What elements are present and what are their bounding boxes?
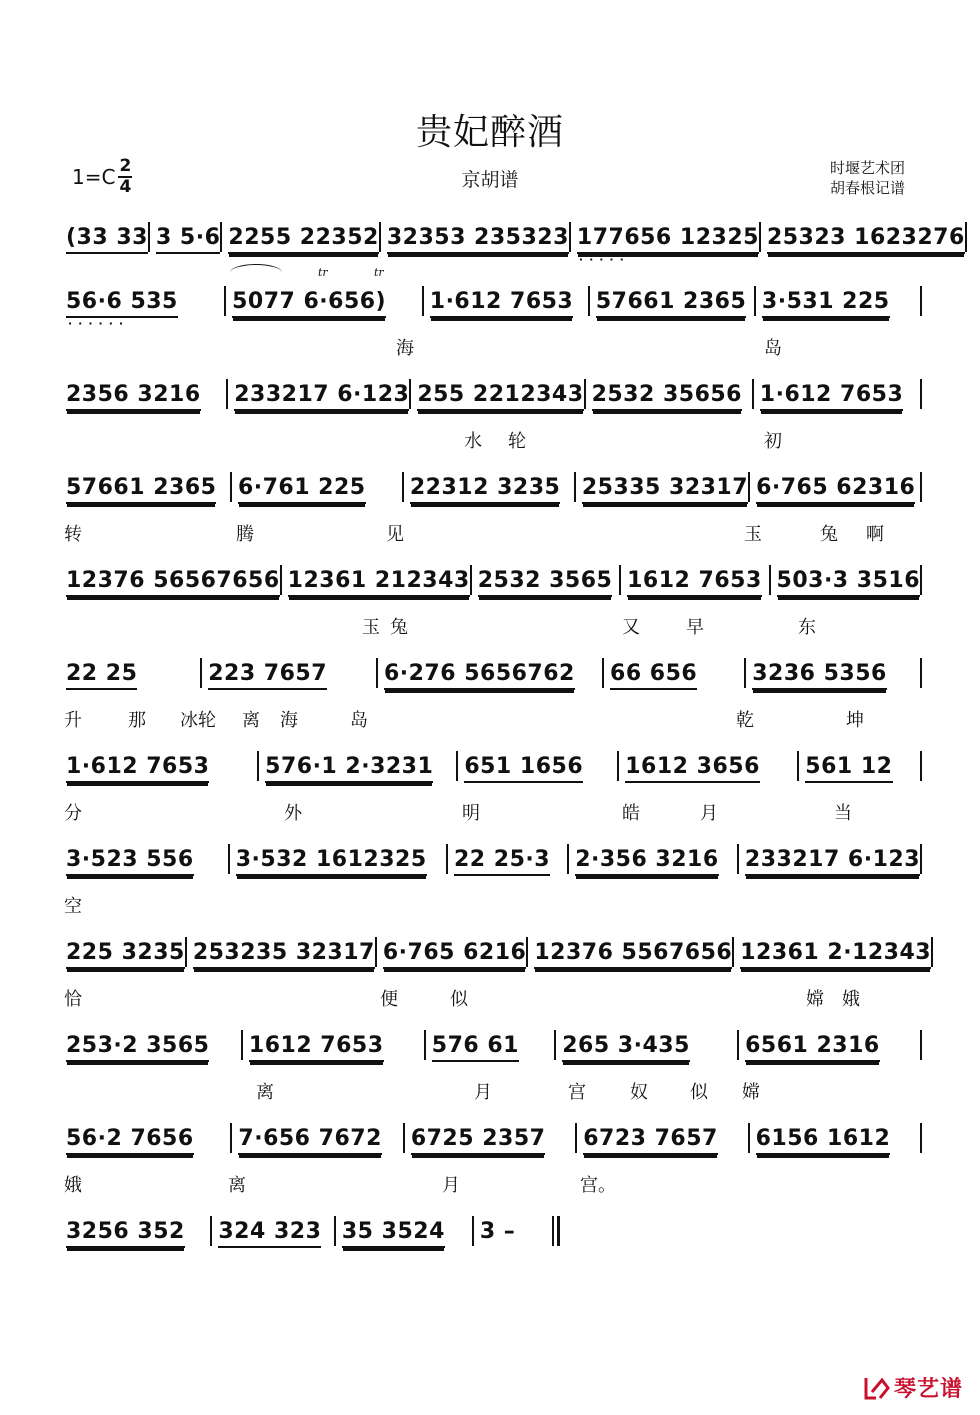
lyric: 冰轮 [180, 710, 216, 731]
row-notes [60, 937, 932, 967]
lyric: 那 [128, 710, 146, 731]
lyric: 娥 [64, 1175, 82, 1196]
measure: 576·1 2·3231 [259, 754, 456, 779]
measure: 6·276 5656762 [378, 661, 602, 686]
slur-mark [230, 264, 282, 281]
lyric: 月 [442, 1175, 460, 1196]
measure: 56·2 7656 [60, 1126, 230, 1151]
lyric: 嫦 [806, 989, 824, 1010]
measure: 66 656 [604, 661, 744, 686]
measure: 651 1656 [458, 754, 617, 779]
lyric: 嫦 [742, 1082, 760, 1103]
lyric: 明 [462, 803, 480, 824]
measure: 225 3235 [60, 940, 185, 965]
credit-group: 时堰艺术团 [830, 159, 906, 177]
row-notes [60, 658, 922, 688]
measure: 233217 6·123 [739, 847, 920, 872]
measure: 1612 7653 [621, 568, 768, 593]
lyric: 腾 [236, 524, 254, 545]
octave-dots: ····· [578, 252, 630, 266]
lyric: 早 [686, 617, 704, 638]
lyric: 初 [764, 431, 782, 452]
measure: 265 3·435 [556, 1033, 737, 1058]
measure: 233217 6·123 [228, 382, 409, 407]
lyric: 啊 [866, 524, 884, 545]
measure: 1·612 7653 [424, 289, 588, 314]
octave-dots: ······ [68, 316, 130, 330]
final-barline-thick [557, 1216, 560, 1246]
measure: 1·612 7653 [754, 382, 920, 407]
measure: 25323 1623276 [761, 225, 965, 250]
measure: 22 25 [60, 661, 200, 686]
row-notes [60, 751, 922, 781]
row-notes [60, 844, 922, 874]
measure: 177656 12325 ····· [576, 224, 759, 266]
lyric: 离 [228, 1175, 246, 1196]
lyric: 坤 [846, 710, 864, 731]
page-title: 贵妃醉酒 [415, 112, 564, 153]
watermark-logo [862, 1372, 963, 1403]
barline [920, 379, 922, 409]
row-lyrics [60, 706, 922, 730]
measure: 324 323 [212, 1219, 334, 1244]
measure: 253·2 3565 [60, 1033, 241, 1058]
measure: 503·3 3516 [771, 568, 920, 593]
measure: 12376 56567656 [60, 568, 280, 593]
barline [931, 937, 933, 967]
lyric: 见 [386, 524, 404, 545]
row-lyrics [60, 520, 922, 544]
measure: 22 25·3 [448, 847, 567, 872]
time-signature-top: 2 [119, 156, 132, 176]
measure: 1612 7653 [243, 1033, 424, 1058]
measure: 3 5·6 [150, 225, 220, 250]
measure: 3·523 556 [60, 847, 228, 872]
barline [920, 286, 922, 316]
measure: 6561 2316 [739, 1033, 920, 1058]
row-lyrics [60, 334, 922, 358]
measure: 1·612 7653 [60, 754, 257, 779]
measure: 576 61 [426, 1033, 554, 1058]
barline [965, 222, 967, 252]
lyric: 兔 [820, 524, 838, 545]
lyric: 兔 [390, 617, 408, 638]
barline [920, 1030, 922, 1060]
row-notes [60, 565, 922, 595]
lyric: 便 [380, 989, 398, 1010]
measure: 12361 212343 [282, 568, 470, 593]
measure: (33 33 [60, 225, 148, 250]
measure: 6·765 6216 [377, 940, 526, 965]
measure: 2356 3216 [60, 382, 226, 407]
lyric: 离 [242, 710, 260, 731]
row-lyrics [60, 1078, 922, 1102]
measure: 6·765 62316 [750, 475, 920, 500]
lyric: 月 [474, 1082, 492, 1103]
row-lyrics [60, 985, 922, 1009]
lyric: 海 [280, 710, 298, 731]
lyric: 又 [622, 617, 640, 638]
row-notes [60, 379, 922, 409]
lyric: 当 [834, 803, 852, 824]
lyric: 岛 [764, 338, 782, 359]
measure: 12361 2·12343 [734, 940, 931, 965]
lyric: 外 [284, 803, 302, 824]
lyric: 空 [64, 896, 82, 917]
measure: 56·6 535 ······ [66, 288, 178, 330]
row-notes [60, 1123, 922, 1153]
barline [920, 472, 922, 502]
lyric: 似 [450, 989, 468, 1010]
credits [830, 158, 905, 198]
barline [920, 565, 922, 595]
lyric: 奴 [630, 1082, 648, 1103]
measure: 6725 2357 [405, 1126, 575, 1151]
credit-transcriber: 胡春根记谱 [830, 179, 906, 197]
measure: 2·356 3216 [569, 847, 737, 872]
row-lyrics [60, 613, 922, 637]
lyric: 皓 [622, 803, 640, 824]
measure: 12376 5567656 [528, 940, 732, 965]
row-lyrics [60, 1171, 922, 1195]
barline [920, 1123, 922, 1153]
barline [920, 844, 922, 874]
lyric: 海 [396, 338, 414, 359]
measure: 5077 6·656) [226, 289, 422, 314]
measure: 2532 3565 [472, 568, 619, 593]
measure: 3 – [479, 1218, 516, 1244]
measure: 32353 235323 [381, 225, 569, 250]
measure: 22312 3235 [404, 475, 574, 500]
row-notes [60, 472, 922, 502]
lyric: 宫。 [580, 1175, 616, 1196]
barline [920, 658, 922, 688]
measure: 6·761 225 [232, 475, 402, 500]
lyric: 离 [256, 1082, 274, 1103]
lyric: 轮 [508, 431, 526, 452]
measure: 3256 352 [60, 1219, 210, 1244]
measure: 2532 35656 [586, 382, 752, 407]
lyric: 玉 [744, 524, 762, 545]
measure: 7·656 7672 [232, 1126, 402, 1151]
lyric: 宫 [568, 1082, 586, 1103]
key-label: 1=C [72, 165, 116, 189]
measure: 6723 7657 [577, 1126, 747, 1151]
row-lyrics [60, 892, 922, 916]
measure: 2255 22352 [222, 225, 378, 250]
watermark-text: 琴艺谱 [894, 1377, 964, 1402]
lyric: 岛 [350, 710, 368, 731]
measure: 57661 2365 [590, 289, 754, 314]
trill-mark: tr [318, 266, 328, 279]
lyric: 月 [700, 803, 718, 824]
row-notes [60, 222, 965, 266]
time-signature-bottom: 4 [119, 177, 132, 197]
row-notes [60, 1030, 922, 1060]
subtitle: 京胡谱 [461, 169, 519, 191]
measure: 35 3524 [336, 1219, 472, 1244]
measure: 255 2212343 [411, 382, 583, 407]
lyric: 分 [64, 803, 82, 824]
row-lyrics [60, 799, 922, 823]
row-notes [60, 286, 922, 330]
lyric: 似 [690, 1082, 708, 1103]
measure: 3·532 1612325 [230, 847, 446, 872]
measure: 3236 5356 [746, 661, 920, 686]
qinyipu-logo-icon [862, 1374, 890, 1402]
measure: 25335 32317 [576, 475, 748, 500]
lyric: 东 [798, 617, 816, 638]
measure: 57661 2365 [60, 475, 230, 500]
lyric: 玉 [362, 617, 380, 638]
measure: 223 7657 [202, 661, 376, 686]
row-notes [60, 1216, 560, 1246]
lyric: 转 [64, 524, 82, 545]
measure: 6156 1612 [750, 1126, 920, 1151]
measure: 253235 32317 [187, 940, 375, 965]
lyric: 乾 [736, 710, 754, 731]
lyric: 升 [64, 710, 82, 731]
lyric: 恰 [64, 989, 82, 1010]
measure: 3·531 225 [756, 289, 920, 314]
measure: 1612 3656 [619, 754, 797, 779]
row-lyrics [60, 427, 922, 451]
barline [920, 751, 922, 781]
measure: 561 12 [799, 754, 920, 779]
lyric: 娥 [842, 989, 860, 1010]
final-barline-thin [552, 1216, 554, 1246]
lyric: 水 [464, 431, 482, 452]
trill-mark: tr [374, 266, 384, 279]
